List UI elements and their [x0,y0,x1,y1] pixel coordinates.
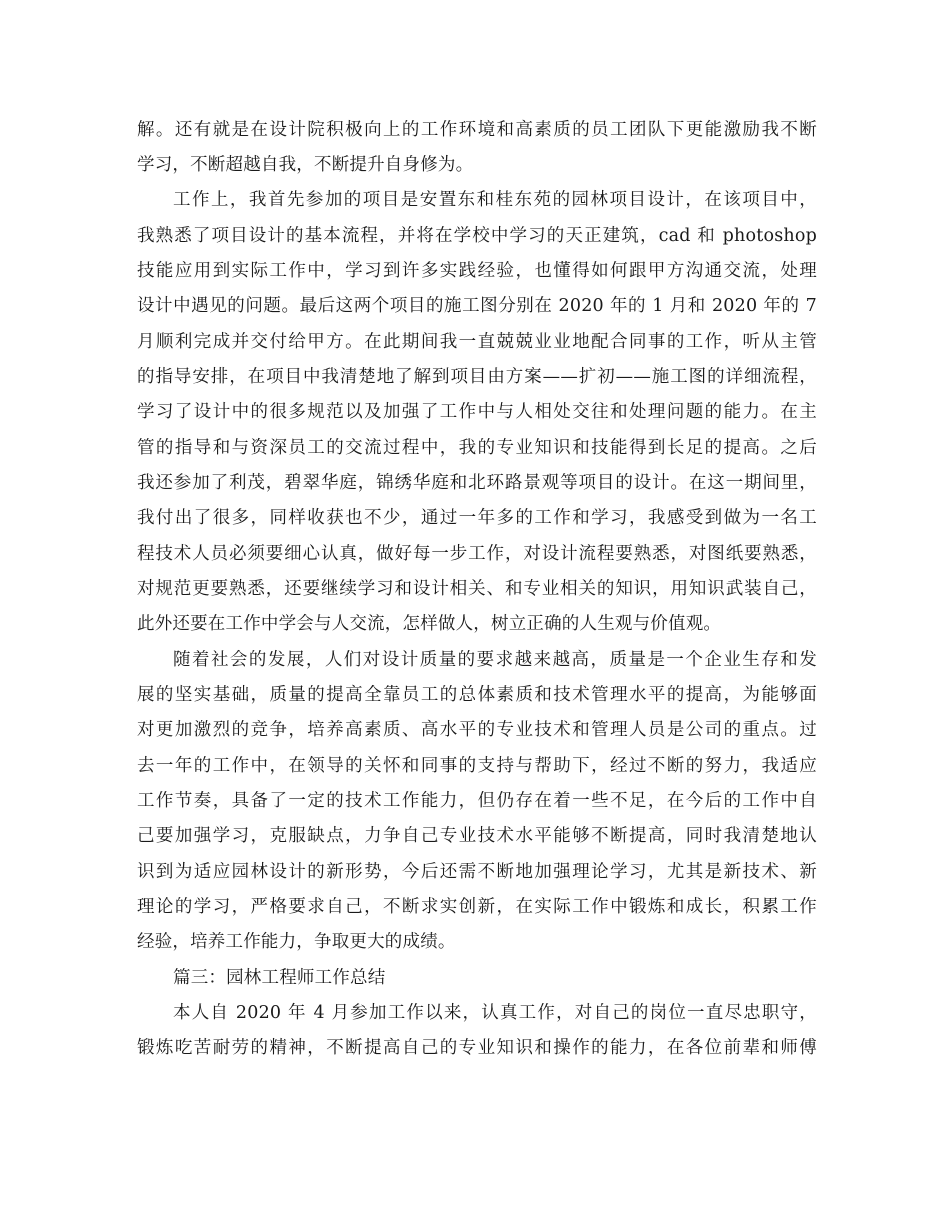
text-line: 解。还有就是在设计院积极向上的工作环境和高素质的员工团队下更能激励我不断 [137,120,817,140]
text-line: 工作节奏，具备了一定的技术工作能力，但仍存在着一些不足，在今后的工作中自 [137,791,817,811]
text-line: 理论的学习，严格要求自己，不断求实创新，在实际工作中锻炼和成长，积累工作 [137,897,817,917]
text-line: 己要加强学习，克服缺点，力争自己专业技术水平能够不断提高，同时我清楚地认 [137,826,817,846]
paragraph-start-line: 随着社会的发展，人们对设计质量的要求越来越高，质量是一个企业生存和发 [173,650,817,670]
paragraph-start-line: 本人自 2020 年 4 月参加工作以来，认真工作，对自己的岗位一直尽忠职守， [173,1003,817,1023]
text-line: 对规范更要熟悉，还要继续学习和设计相关、和专业相关的知识，用知识武装自己， [137,579,817,599]
text-line: 程技术人员必须要细心认真，做好每一步工作，对设计流程要熟悉，对图纸要熟悉， [137,544,817,564]
text-line: 我还参加了利茂，碧翠华庭，锦绣华庭和北环路景观等项目的设计。在这一期间里， [137,473,817,493]
text-line: 去一年的工作中，在领导的关怀和同事的支持与帮助下，经过不断的努力，我适应 [137,756,817,776]
text-line: 学习了设计中的很多规范以及加强了工作中与人相处交往和处理问题的能力。在主 [137,402,817,422]
text-line: 我付出了很多，同样收获也不少，通过一年多的工作和学习，我感受到做为一名工 [137,508,817,528]
text-line: 对更加激烈的竞争，培养高素质、高水平的专业技术和管理人员是公司的重点。过 [137,720,817,740]
text-line: 技能应用到实际工作中，学习到许多实践经验，也懂得如何跟甲方沟通交流，处理 [137,261,817,281]
text-line: 学习，不断超越自我，不断提升自身修为。 [137,155,474,175]
text-line: 锻炼吃苦耐劳的精神，不断提高自己的专业知识和操作的能力，在各位前辈和师傅 [137,1038,817,1058]
text-line: 此外还要在工作中学会与人交流，怎样做人，树立正确的人生观与价值观。 [137,614,722,634]
text-line: 管的指导和与资深员工的交流过程中，我的专业知识和技能得到长足的提高。之后 [137,438,817,458]
paragraph-start-line: 工作上，我首先参加的项目是安置东和桂东苑的园林项目设计，在该项目中， [173,190,817,210]
text-line: 经验，培养工作能力，争取更大的成绩。 [137,932,456,952]
text-line: 展的坚实基础，质量的提高全靠员工的总体素质和技术管理水平的提高，为能够面 [137,685,817,705]
text-line: 设计中遇见的问题。最后这两个项目的施工图分别在 2020 年的 1 月和 2020 年的 7 [137,296,817,316]
section-heading: 篇三：园林工程师工作总结 [173,968,386,988]
text-line: 我熟悉了项目设计的基本流程，并将在学校中学习的天正建筑，cad 和 photoshop [137,226,817,246]
text-line: 识到为适应园林设计的新形势，今后还需不断地加强理论学习，尤其是新技术、新 [137,862,817,882]
text-line: 月顺利完成并交付给甲方。在此期间我一直兢兢业业地配合同事的工作，听从主管 [137,332,817,352]
text-line: 的指导安排，在项目中我清楚地了解到项目由方案——扩初——施工图的详细流程， [137,367,817,387]
